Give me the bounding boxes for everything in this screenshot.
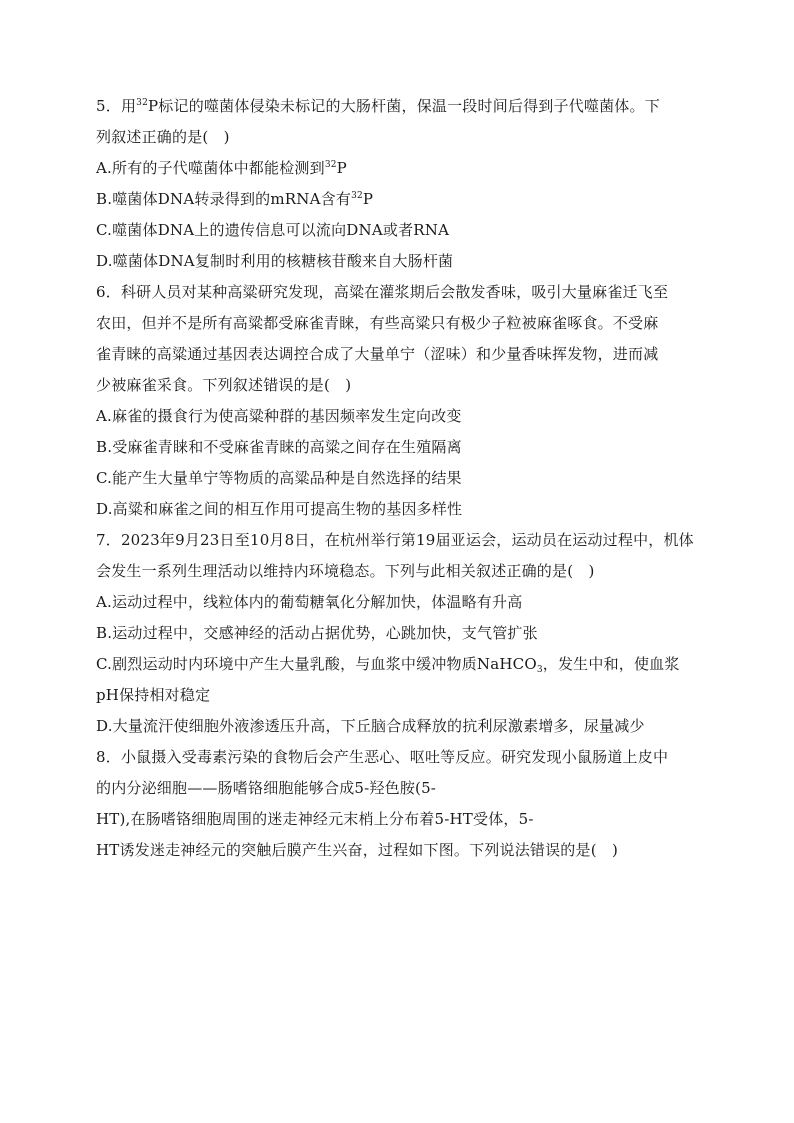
q6-stem-line-4: 少被麻雀采食。下列叙述错误的是( )	[96, 376, 352, 394]
q6-option-d: D.高粱和麻雀之间的相互作用可提高生物的基因多样性	[96, 500, 463, 518]
q7-option-a: A.运动过程中，线粒体内的葡萄糖氧化分解加快，体温略有升高	[96, 593, 523, 611]
q6-stem-line-2: 农田，但并不是所有高粱都受麻雀青睐，有些高粱只有极少子粒被麻雀啄食。不受麻	[96, 314, 659, 332]
q7-option-c	[96, 649, 706, 680]
q5-isotope-superscript: 32	[136, 98, 149, 108]
q6-option-b: B.受麻雀青睐和不受麻雀青睐的高粱之间存在生殖隔离	[96, 438, 462, 456]
q5-stem-text: P标记的噬菌体侵染未标记的大肠杆菌，保温一段时间后得到子代噬菌体。下	[148, 97, 660, 115]
q7-option-c-line-2: pH保持相对稳定	[96, 686, 211, 704]
q7-option-c-subscript: 3	[536, 665, 543, 675]
document-page	[96, 91, 706, 866]
q5-option-d: D.噬菌体DNA复制时利用的核糖核苷酸来自大肠杆菌	[96, 252, 454, 270]
q7-option-c-text: ，发生中和，使血浆	[542, 655, 680, 673]
q5-option-c: C.噬菌体DNA上的遗传信息可以流向DNA或者RNA	[96, 221, 450, 239]
q7-stem-line-2: 会发生一系列生理活动以维持内环境稳态。下列与此相关叙述正确的是( )	[96, 562, 595, 580]
q6-option-a: A.麻雀的摄食行为使高粱种群的基因频率发生定向改变	[96, 407, 462, 425]
q5-option-a-superscript: 32	[324, 160, 337, 170]
q8-stem-line-3: HT),在肠嗜铬细胞周围的迷走神经元末梢上分布着5-HT受体，5-	[96, 810, 534, 828]
q6-stem-line-1: 6．科研人员对某种高粱研究发现，高粱在灌浆期后会散发香味，吸引大量麻雀迁飞至	[96, 283, 669, 301]
q5-option-a-text: A.所有的子代噬菌体中都能检测到	[96, 159, 325, 177]
q5-stem-line-1	[96, 91, 706, 122]
q7-option-b: B.运动过程中，交感神经的活动占据优势，心跳加快，支气管扩张	[96, 624, 538, 642]
q5-option-a-text: P	[336, 159, 347, 177]
q5-option-b	[96, 184, 706, 215]
q5-option-b-text: B.噬菌体DNA转录得到的mRNA含有	[96, 190, 352, 208]
q5-stem-line-2: 列叙述正确的是( )	[96, 128, 230, 146]
q7-option-d: D.大量流汗使细胞外液渗透压升高，下丘脑合成释放的抗利尿激素增多，尿量减少	[96, 717, 645, 735]
q8-stem-line-2: 的内分泌细胞——肠嗜铬细胞能够合成5-羟色胺(5-	[96, 779, 437, 797]
q5-stem-text: 5．用	[96, 97, 137, 115]
q6-stem-line-3: 雀青睐的高粱通过基因表达调控合成了大量单宁（涩味）和少量香味挥发物，进而减	[96, 345, 659, 363]
q8-stem-line-1: 8．小鼠摄入受毒素污染的食物后会产生恶心、呕吐等反应。研究发现小鼠肠道上皮中	[96, 748, 669, 766]
q7-option-c-text: C.剧烈运动时内环境中产生大量乳酸，与血浆中缓冲物质NaHCO	[96, 655, 537, 673]
q7-stem-line-1: 7．2023年9月23日至10月8日，在杭州举行第19届亚运会，运动员在运动过程中，机体	[96, 531, 694, 549]
q5-option-b-text: P	[362, 190, 374, 208]
q5-option-a	[96, 153, 706, 184]
q8-stem-line-4: HT诱发迷走神经元的突触后膜产生兴奋，过程如下图。下列说法错误的是( )	[96, 841, 618, 859]
q6-option-c: C.能产生大量单宁等物质的高粱品种是自然选择的结果	[96, 469, 462, 487]
q5-option-b-superscript: 32	[351, 191, 363, 201]
